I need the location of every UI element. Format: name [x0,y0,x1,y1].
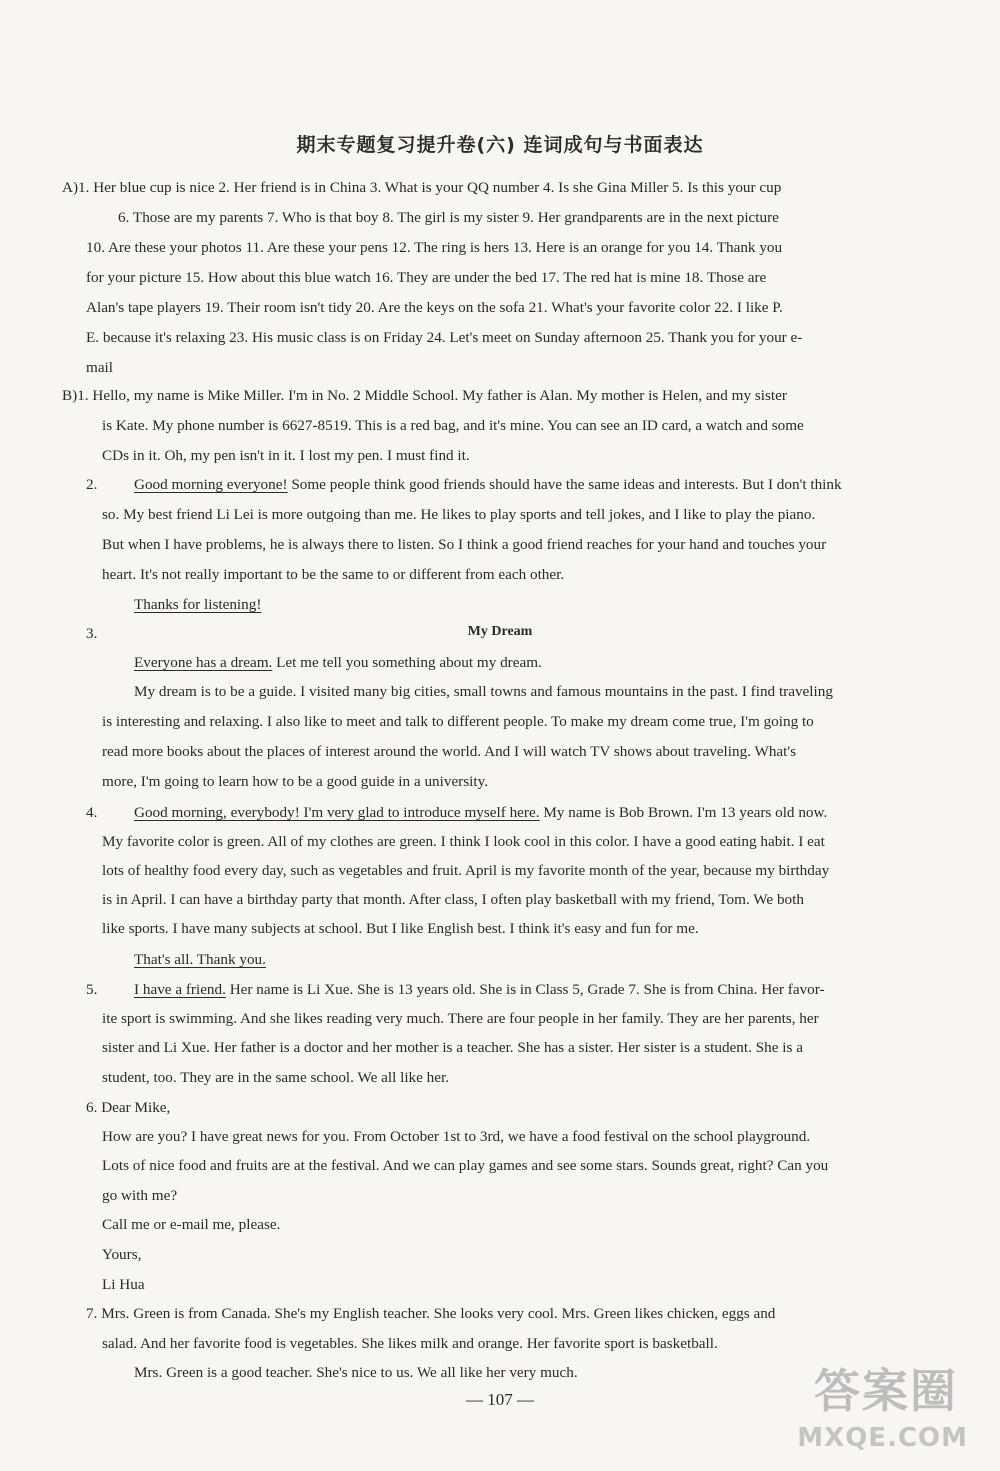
text-line: Alan's tape players 19. Their room isn't tidy 20. Are the keys on the sofa 21. What's your favorite color 22. I like P. [86,299,783,316]
text-line: My favorite color is green. All of my clothes are green. I think I look cool in this color. I have a good eating habit. I eat [102,833,825,850]
text-line: Lots of nice food and fruits are at the festival. And we can play games and see some stars. Sounds great, right? Can you [102,1157,829,1174]
text-line: more, I'm going to learn how to be a good guide in a university. [102,773,488,790]
underlined-closing: Thanks for listening! [134,596,262,613]
underlined-closing: That's all. Thank you. [134,951,266,968]
page-number: — 107 — [466,1390,534,1409]
item-number: 5. [86,981,98,998]
text-line: Call me or e-mail me, please. [102,1216,281,1233]
text-line: like sports. I have many subjects at school. But I like English best. I think it's easy and fun for me. [102,920,699,937]
underlined-opening: Good morning everyone! [134,476,288,493]
text-line: ite sport is swimming. And she likes reading very much. There are four people in her family. They are her parents, her [102,1010,819,1027]
text-line [134,475,842,495]
text-line: How are you? I have great news for you. From October 1st to 3rd, we have a food festival on the school playground. [102,1128,811,1145]
text-line: 6. Those are my parents 7. Who is that boy 8. The girl is my sister 9. Her grandparents are in the next picture [118,209,779,226]
text-line: so. My best friend Li Lei is more outgoing than me. He likes to play sports and tell jokes, and I like to play the piano. [102,506,816,523]
text-line: for your picture 15. How about this blue watch 16. They are under the bed 17. The red hat is mine 18. Those are [86,269,767,286]
text-line: Yours, [102,1246,142,1263]
text-line: CDs in it. Oh, my pen isn't in it. I lost my pen. I must find it. [102,447,470,464]
underlined-opening: I have a friend. [134,981,226,998]
essay-heading: My Dream [467,624,533,639]
text-line: B)1. Hello, my name is Mike Miller. I'm in No. 2 Middle School. My father is Alan. My mother is Helen, and my sister [62,387,787,404]
text-line: But when I have problems, he is always there to listen. So I think a good friend reaches for your hand and touches your [102,536,827,553]
text-line [134,653,542,673]
watermark-text: 答案圈 [814,1364,958,1418]
text-line: lots of healthy food every day, such as vegetables and fruit. April is my favorite month of the year, because my birthday [102,862,830,879]
text-line: 7. Mrs. Green is from Canada. She's my English teacher. She looks very cool. Mrs. Green likes chicken, eggs and [86,1305,776,1322]
text-line: mail [86,359,113,376]
text-line: is Kate. My phone number is 6627-8519. This is a red bag, and it's mine. You can see an ID card, a watch and some [102,417,804,434]
watermark-logo [797,1364,988,1461]
underlined-opening: Good morning, everybody! I'm very glad to introduce myself here. [134,804,540,821]
text-line: is in April. I can have a birthday party that month. After class, I often play basketball with my friend, Tom. We both [102,891,804,908]
page-title: 期末专题复习提升卷(六) 连词成句与书面表达 [296,134,704,156]
text-line: 10. Are these your photos 11. Are these your pens 12. The ring is hers 13. Here is an orange for you 14. Thank you [86,239,783,256]
watermark-url: MXQE.COM [797,1423,968,1453]
text-line: My dream is to be a guide. I visited many big cities, small towns and famous mountains in the past. I find traveling [134,683,833,700]
text-line: A)1. Her blue cup is nice 2. Her friend is in China 3. What is your QQ number 4. Is she Gina Miller 5. Is this your cup [62,179,782,196]
text-line: Mrs. Green is a good teacher. She's nice to us. We all like her very much. [134,1364,578,1381]
text-line: go with me? [102,1187,178,1204]
text-span: Some people think good friends should have the same ideas and interests. But I don't think [287,476,842,493]
text-line: heart. It's not really important to be the same to or different from each other. [102,566,565,583]
text-span: Let me tell you something about my dream. [272,654,542,671]
item-number: 4. [86,804,98,821]
text-line: 6. Dear Mike, [86,1099,171,1116]
text-line: student, too. They are in the same school. We all like her. [102,1069,450,1086]
text-line: is interesting and relaxing. I also like to meet and talk to different people. To make my dream come true, I'm going to [102,713,814,730]
text-span: My name is Bob Brown. I'm 13 years old now. [539,804,828,821]
text-line [134,980,825,1000]
text-line: E. because it's relaxing 23. His music class is on Friday 24. Let's meet on Sunday afternoon 25. Thank you for your e- [86,329,803,346]
text-line [134,803,827,823]
item-number: 2. [86,476,98,493]
text-line: Li Hua [102,1276,145,1293]
item-number: 3. [86,625,98,642]
text-line: read more books about the places of interest around the world. And I will watch TV shows about traveling. What's [102,743,797,760]
text-line: sister and Li Xue. Her father is a doctor and her mother is a teacher. She has a sister. Her sister is a student. She is a [102,1039,803,1056]
text-line: salad. And her favorite food is vegetables. She likes milk and orange. Her favorite sport is basketball. [102,1335,718,1352]
underlined-opening: Everyone has a dream. [134,654,273,671]
text-span: Her name is Li Xue. She is 13 years old. She is in Class 5, Grade 7. She is from China. Her favor- [225,981,825,998]
